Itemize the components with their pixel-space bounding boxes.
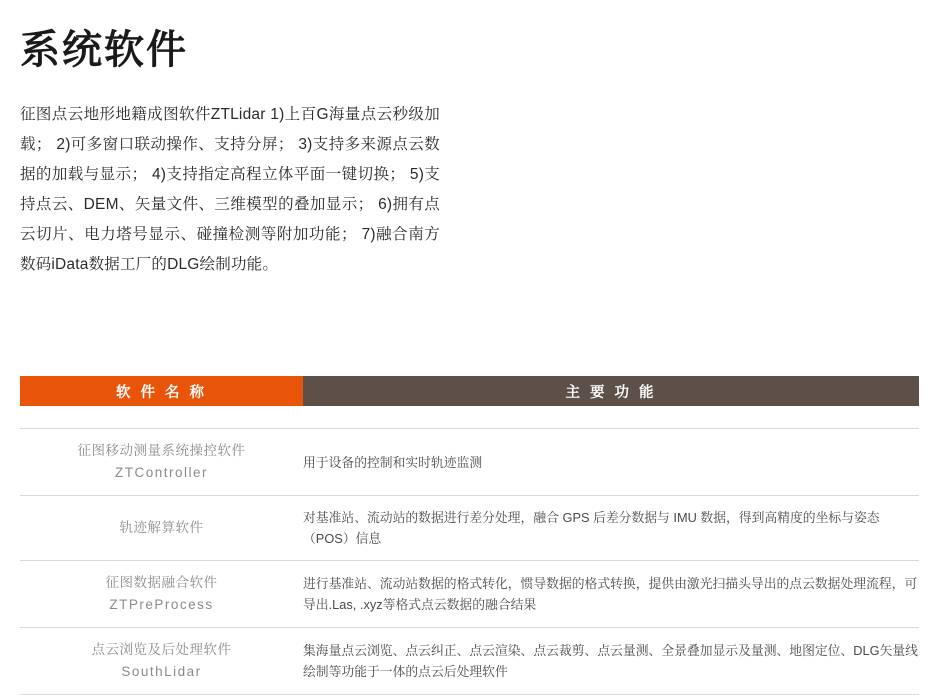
document-page: [0, 26, 939, 679]
software-table-container: [20, 376, 919, 695]
software-name-main: 征图数据融合软件: [105, 575, 218, 590]
table-cell-name: [20, 628, 303, 695]
software-name-main: 轨迹解算软件: [119, 520, 204, 535]
spacer-cell-left: [20, 406, 303, 429]
table-cell-function: 用于设备的控制和实时轨迹监测: [303, 429, 919, 496]
software-name-sub: ZTController: [114, 465, 208, 480]
spacer-cell-right: [303, 406, 919, 429]
table-cell-function: 集海量点云浏览、点云纠正、点云渲染、点云裁剪、点云量测、全景叠加显示及量测、地图定位、DLG矢量线绘制等功能于一体的点云后处理软件: [303, 628, 919, 695]
table-row: [20, 429, 919, 496]
table-head: [20, 376, 919, 406]
software-table: [20, 376, 919, 695]
table-row: [20, 496, 919, 561]
table-row: [20, 628, 919, 695]
software-name-main: 征图移动测量系统操控软件: [77, 443, 246, 458]
table-body: [20, 406, 919, 695]
software-name-main: 点云浏览及后处理软件: [91, 642, 232, 657]
software-name-sub: ZTPreProcess: [109, 597, 214, 612]
intro-paragraph: 征图点云地形地籍成图软件ZTLidar 1)上百G海量点云秒级加载； 2)可多窗口联动操作、支持分屏； 3)支持多来源点云数据的加载与显示； 4)支持指定高程立体平面一键切换； 5)支持点云、DEM、矢量文件、三维模型的叠加显示； 6)拥有点云切片、电力塔号显示、碰撞检测等附加功能； 7)融合南方数码iData数据工厂的DLG绘制功能。: [20, 106, 440, 273]
table-cell-name: [20, 429, 303, 496]
table-spacer-row: [20, 406, 919, 429]
table-row: [20, 561, 919, 628]
table-cell-function: 进行基准站、流动站数据的格式转化，惯导数据的格式转换，提供由激光扫描头导出的点云数据处理流程，可导出.Las, .xyz等格式点云数据的融合结果: [303, 561, 919, 628]
table-header-name: 软 件 名 称: [20, 376, 303, 406]
page-title: 系统软件: [20, 28, 188, 72]
table-cell-name: [20, 496, 303, 561]
software-name-sub: SouthLidar: [121, 664, 202, 679]
table-header-function: 主 要 功 能: [303, 376, 919, 406]
table-cell-function: 对基准站、流动站的数据进行差分处理，融合 GPS 后差分数据与 IMU 数据，得到高精度的坐标与姿态（POS）信息: [303, 496, 919, 561]
table-header-row: [20, 376, 919, 406]
table-cell-name: [20, 561, 303, 628]
